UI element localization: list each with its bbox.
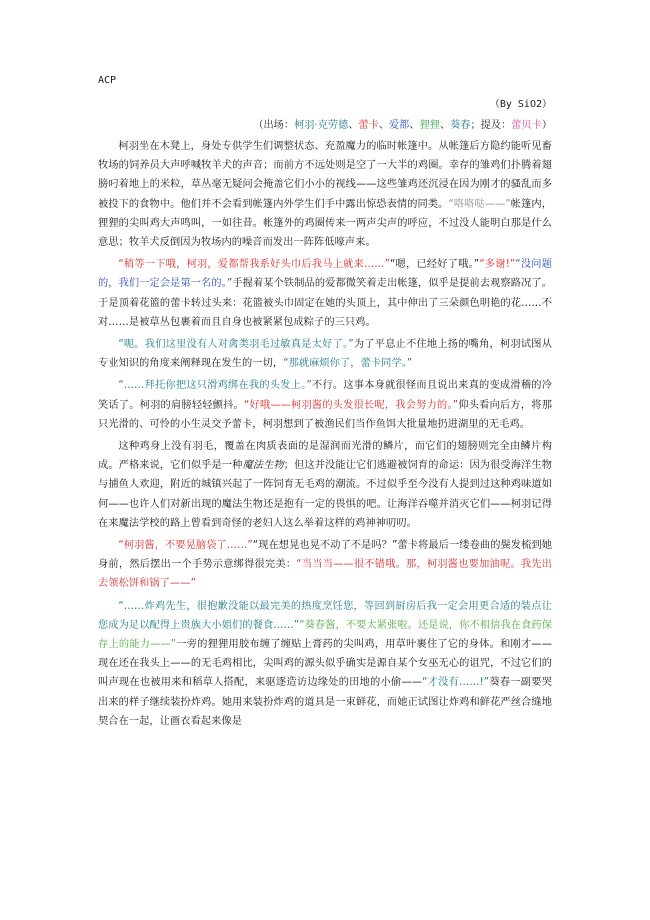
narration-text: 手握着某个铁制品的爱都微笑着走出帐篷，似乎是提前去观察路况了。于是顶着花篮的蕾卡转过头来：花篮被头巾固定在她的头顶上，其中伸出了三朵颜色明艳的花……不对……是被草丛包裹着而且自身也被紧紧包成粽子的三只鸡。 xyxy=(98,278,552,328)
cast-name: ；提及： xyxy=(470,120,512,131)
dialogue-line: “咯咯哒——” xyxy=(448,198,511,210)
cast-name: 爱都 xyxy=(389,120,410,131)
cast-name: 柯羽·克劳德 xyxy=(294,120,349,131)
narration-text: 蕾卡将最后一缕卷曲的鬓发梳到她身前，然后摆出一个手势示意绑得很完美： xyxy=(98,540,552,571)
emphasized-term: 魔法生物 xyxy=(242,460,284,472)
story-paragraph xyxy=(98,597,552,731)
cast-name: 蕾卡 xyxy=(358,120,379,131)
dialogue-line: “才没有……!” xyxy=(422,677,490,689)
dialogue-line: “呃。我们这里没有人对禽类羽毛过敏真是太好了。” xyxy=(118,339,354,351)
dialogue-line: “好哦——柯羽酱的头发很长呢，我会努力的。” xyxy=(243,399,459,411)
author-byline: （By SiO2） xyxy=(489,99,552,110)
cast-suffix: ） xyxy=(541,120,552,131)
dialogue-line: “……炸鸡先生，很抱歉没能以最完美的热度烹饪您，等回到厨房后我一定会用更合适的装点让您成为足以配得上贵族大小姐们的餐食……” xyxy=(98,600,552,631)
dialogue-line: “多谢!” xyxy=(479,259,516,271)
narration-text: 葵春一副要哭出来的样子继续装扮炸鸡。她用来装扮炸鸡的道具是一束鲜花，而她正试图让炸鸡和鲜花严丝合缝地契合在一起，让画衣看起来像是 xyxy=(98,677,552,727)
narration-text: 这种鸡身上没有羽毛，覆盖在肉质表面的是湿润而光滑的鳞片，而它们的翅膀则完全由鳞片构成。严格来说，它们似乎是一种 xyxy=(98,441,552,472)
narration-text: 不行。这事本身就很怪而且说出来真的变成滑稽的冷笑话了。柯羽的肩膀轻轻颤抖。 xyxy=(98,380,552,411)
cast-names xyxy=(294,120,542,131)
dialogue-line: “当当当——很不错哦。那，柯羽酱也要加油呢。我先出去领松饼和锅了——” xyxy=(98,559,552,590)
cast-name: 、 xyxy=(348,120,359,131)
cast-name: 狸狸 xyxy=(419,120,440,131)
narration-text: ；但这并没能让它们逃避被饲育的命运：因为很受海洋生物与捕鱼人欢迎，附近的城镇兴起了一阵饲育无毛鸡的潮流。不过似乎至今没有人提到过这种鸡味道如何——也许人们对新出现的魔法生物还是抱有一定的畏惧的吧。让海洋吞噬并消灭它们——柯羽记得在来魔法学校的路上曾看到奇怪的老妇人这么举着这样的鸡神神叨叨。 xyxy=(98,460,552,529)
cast-name: 、 xyxy=(378,120,389,131)
story-paragraph xyxy=(98,437,552,533)
narration-text: 一旁的狸狸用胶布缠了缠贴上膏药的尖叫鸡，用草叶裹住了它的身体。和刚才——现在还在我头上——的无毛鸡相比，尖叫鸡的源头似乎确实是源自某个女巫无心的诅咒，不过它们的叫声现在也被用来和稻草人搭配，来驱逐造访边缘处的田地的小偷—— xyxy=(98,639,552,689)
story-paragraph xyxy=(98,376,552,434)
story-paragraph xyxy=(98,536,552,594)
cast-name: 、 xyxy=(409,120,420,131)
cast-list xyxy=(98,116,552,136)
narration-text: 柯羽坐在木凳上，身处专供学生们调整状态、充盈魔力的临时帐篷中。从帐篷后方隐约能听见畜牧场的饲养员大声呼喊牧羊犬的声音；而前方不远处则是空了一大半的鸡圈。幸存的雏鸡们扑腾着翅膀叼着地上的米粒，草丛毫无疑问会掩盖它们小小的视线——这些雏鸡还沉浸在因为刚才的骚乱而多被投下的食物中。他们并不会看到帐篷内外学生们手中露出惊恐表情的同类。 xyxy=(98,141,552,210)
document-title: ACP xyxy=(98,75,117,86)
dialogue-line: “稍等一下哦，柯羽，爱都帮我系好头巾后我马上就来……” xyxy=(118,259,390,271)
story-paragraph xyxy=(98,137,552,252)
narration-text: 为了平息止不住地上扬的嘴角，柯羽试图从专业知识的角度来阐释现在发生的一切， xyxy=(98,339,552,370)
dialogue-line: “那就麻烦你了，蕾卡同学。” xyxy=(283,358,413,370)
cast-prefix: （出场： xyxy=(253,120,295,131)
dialogue-line: “柯羽酱，不要晃脑袋了……” xyxy=(118,540,253,552)
dialogue-line: “没问题的，我们一定会是第一名的。” xyxy=(98,259,552,290)
dialogue-line: “葵春酱，不要太紧张啦。还是说，你不相信我在食药保存上的能力——” xyxy=(98,619,552,651)
cast-name: 、 xyxy=(439,120,451,131)
narration-text: 帐篷内，狸狸的尖叫鸡大声鸣叫，一如往昔。帐篷外的鸡圈传来一两声尖声的呼应，不过没人能明白那是什么意思；牧羊犬反倒因为牧场内的噪音而发出一阵阵低嚎声来。 xyxy=(98,198,552,249)
story-paragraph xyxy=(98,335,552,373)
narration-text: 仰头看向后方，将那只光滑的、可怜的小生灵交予蕾卡，柯羽想到了被渔民们当作鱼饵大批量地扔进湖里的无毛鸡。 xyxy=(98,399,552,430)
dialogue-line: “……拜托你把这只滑鸡绑在我的头发上。” xyxy=(118,380,312,392)
cast-name: 蕾贝卡 xyxy=(511,120,542,131)
narration-text: “现在想晃也晃不动了不是吗？” xyxy=(252,540,398,552)
cast-name: 葵春 xyxy=(450,120,471,131)
narration-text: “嗯，已经好了哦。” xyxy=(389,259,480,271)
story-paragraph xyxy=(98,255,552,332)
story-body xyxy=(98,137,552,731)
